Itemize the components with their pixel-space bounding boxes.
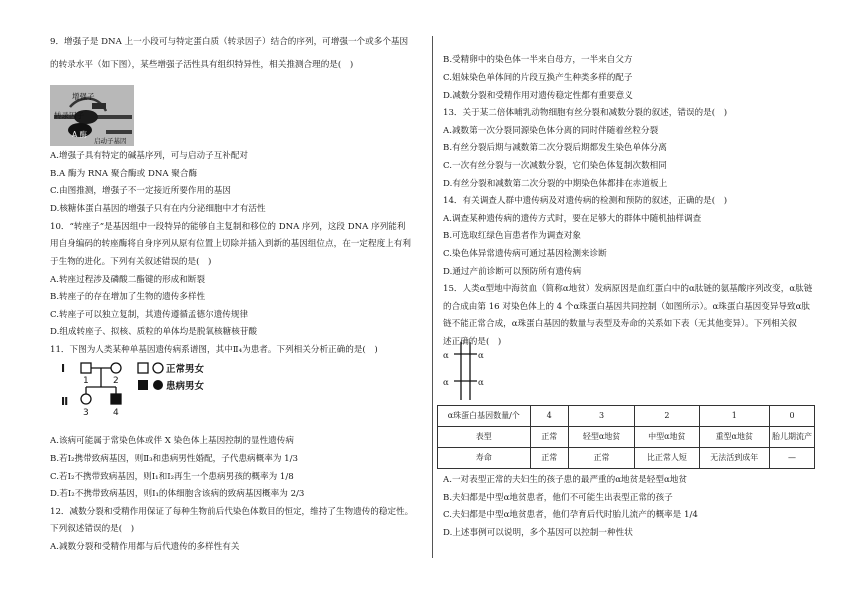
q9-stem-line-2: 的转录水平（如下图），某些增强子活性具有组织特异性，相关推测合理的是( ) bbox=[50, 60, 354, 70]
q10-option-c: C.转座子可以独立复制，其遗传遵循孟德尔遗传规律 bbox=[50, 310, 249, 320]
q10-option-d: D.组成转座子、拟核、质粒的单体均是脱氧核糖核苷酸 bbox=[50, 327, 257, 337]
q9-option-b: B.A 酶为 RNA 聚合酶或 DNA 聚合酶 bbox=[50, 169, 198, 179]
q10-option-b: B.转座子的存在增加了生物的遗传多样性 bbox=[50, 292, 206, 302]
table-cell: 中型α地贫 bbox=[635, 427, 699, 448]
q15-stem-line-4: 述正确的是( ) bbox=[443, 337, 502, 347]
q13-option-c: C.一次有丝分裂与一次减数分裂，它们染色体复制次数相同 bbox=[443, 161, 667, 171]
q9-option-d: D.核糖体蛋白基因的增强子只有在内分泌细胞中才有活性 bbox=[50, 204, 266, 214]
enzyme-label: A 酶 bbox=[72, 130, 88, 139]
table-cell: 轻型α地贫 bbox=[568, 427, 634, 448]
q11-stem: 11．下图为人类某种单基因遗传病系谱图，其中Ⅱ₄为患者。下列相关分析正确的是( ) bbox=[50, 345, 378, 355]
q11-option-c: C.若Ⅰ₂不携带致病基因，则Ⅰ₁和Ⅰ₂再生一个患病男孩的概率为 1/8 bbox=[50, 472, 294, 482]
q15-option-b: B.夫妇都是中型α地贫患者，他们不可能生出表型正常的孩子 bbox=[443, 493, 673, 503]
q15-stem-line-2: 的合成由第 16 对染色体上的 4 个α珠蛋白基因共同控制（如图所示）。α珠蛋白基因变异导致α肽 bbox=[443, 302, 811, 312]
promoter-label: 启动子基因 bbox=[94, 137, 127, 145]
table-cell: 2 bbox=[635, 406, 699, 427]
legend-normal-label: 正常男女 bbox=[166, 364, 205, 375]
table-cell: 比正常人短 bbox=[635, 448, 699, 469]
table-cell: 重型α地贫 bbox=[699, 427, 769, 448]
individual-4-number: 4 bbox=[113, 408, 119, 418]
q11-option-b: B.若Ⅰ₂携带致病基因，则Ⅱ₃和患病男性婚配，子代患病概率为 1/3 bbox=[50, 454, 298, 464]
individual-3-number: 3 bbox=[83, 408, 89, 418]
generation-1-label: Ⅰ bbox=[61, 362, 66, 375]
enhancer-label: 增强子 bbox=[72, 92, 95, 101]
q12-stem-line-1: 12．减数分裂和受精作用保证了每种生物前后代染色体数目的恒定，维持了生物遗传的稳定性。 bbox=[50, 507, 414, 517]
gene-alpha-2: α bbox=[443, 378, 449, 388]
table-row bbox=[438, 448, 815, 469]
table-cell: 寿命 bbox=[438, 448, 531, 469]
q14-option-a: A.调查某种遗传病的遗传方式时，要在足够大的群体中随机抽样调查 bbox=[443, 214, 702, 224]
table-cell: 1 bbox=[699, 406, 769, 427]
q12-option-d: D.减数分裂和受精作用对遗传稳定性都有重要意义 bbox=[443, 91, 633, 101]
q10-stem-line-2: 用自身编码的转座酶将自身序列从原有位置上切除并插入到新的基因组位点，在一定程度上有利 bbox=[50, 239, 411, 249]
table-cell: 正常 bbox=[530, 448, 568, 469]
q13-option-d: D.有丝分裂和减数第二次分裂的中期染色体都排在赤道板上 bbox=[443, 179, 668, 189]
q11-option-a: A.该病可能属于常染色体或伴 X 染色体上基因控制的显性遗传病 bbox=[50, 436, 294, 446]
pedigree-chart bbox=[50, 360, 230, 425]
table-cell: 3 bbox=[568, 406, 634, 427]
q9-stem-line-1: 9．增强子是 DNA 上一小段可与特定蛋白质（转录因子）结合的序列，可增强一个或多个基因 bbox=[50, 37, 409, 47]
q12-option-b: B.受精卵中的染色体一半来自母方，一半来自父方 bbox=[443, 55, 633, 65]
q13-stem: 13．关于某二倍体哺乳动物细胞有丝分裂和减数分裂的叙述，错误的是( ) bbox=[443, 108, 728, 118]
table-cell: 正常 bbox=[530, 427, 568, 448]
enhancer-figure bbox=[50, 85, 134, 146]
table-header-row bbox=[438, 406, 815, 427]
alpha-gene-figure bbox=[443, 340, 503, 402]
q13-option-b: B.有丝分裂后期与减数第二次分裂后期都发生染色单体分离 bbox=[443, 143, 667, 153]
q15-stem-line-3: 链不能正常合成，α珠蛋白基因的数量与表型及寿命的关系如下表（无其他变异）。下列相关叙 bbox=[443, 319, 797, 329]
q15-option-a: A.一对表型正常的夫妇生的孩子患的最严重的α地贫是轻型α地贫 bbox=[443, 475, 687, 485]
column-divider bbox=[432, 36, 433, 558]
alpha-gene-table bbox=[437, 405, 815, 469]
generation-2-label: Ⅱ bbox=[61, 395, 69, 408]
table-cell: 4 bbox=[530, 406, 568, 427]
table-cell: 正常 bbox=[568, 448, 634, 469]
gene-alpha-3: α bbox=[478, 351, 484, 361]
q13-option-a: A.减数第一次分裂同源染色体分离的同时伴随着丝粒分裂 bbox=[443, 126, 659, 136]
q9-option-a: A.增强子具有特定的碱基序列，可与启动子互补配对 bbox=[50, 151, 249, 161]
q12-option-c: C.姐妹染色单体间的片段互换产生种类多样的配子 bbox=[443, 73, 633, 83]
q15-option-d: D.上述事例可以说明，多个基因可以控制一种性状 bbox=[443, 528, 633, 538]
q9-option-c: C.由图推测，增强子不一定接近所要作用的基因 bbox=[50, 186, 231, 196]
q14-stem: 14．有关调查人群中遗传病及对遗传病的检测和预防的叙述，正确的是( ) bbox=[443, 196, 728, 206]
q14-option-c: C.染色体异常遗传病可通过基因检测来诊断 bbox=[443, 249, 607, 259]
tf-label: 转录因子 bbox=[54, 111, 84, 120]
q14-option-b: B.可选取红绿色盲患者作为调查对象 bbox=[443, 231, 581, 241]
q10-stem-line-3: 于生物的进化。下列有关叙述错误的是( ) bbox=[50, 257, 212, 267]
table-cell: 表型 bbox=[438, 427, 531, 448]
chromosome-pair bbox=[443, 340, 503, 402]
table-cell: α珠蛋白基因数量/个 bbox=[438, 406, 531, 427]
q15-stem-line-1: 15．人类α型地中海贫血（简称α地贫）发病原因是血红蛋白中的α肽链的氨基酸序列改变，α肽链 bbox=[443, 284, 813, 294]
legend-affected-label: 患病男女 bbox=[166, 381, 205, 392]
individual-2-number: 2 bbox=[113, 376, 119, 386]
table-cell: 无法活到成年 bbox=[699, 448, 769, 469]
table-row bbox=[438, 427, 815, 448]
table-cell: — bbox=[770, 448, 815, 469]
gene-alpha-1: α bbox=[443, 351, 449, 361]
q10-option-a: A.转座过程涉及磷酸二酯键的形成和断裂 bbox=[50, 275, 206, 285]
q14-option-d: D.通过产前诊断可以预防所有遗传病 bbox=[443, 267, 582, 277]
table-cell: 胎儿期流产 bbox=[770, 427, 815, 448]
individual-1-number: 1 bbox=[83, 376, 89, 386]
q15-option-c: C.夫妇都是中型α地贫患者，他们孕育后代时胎儿流产的概率是 1/4 bbox=[443, 510, 698, 520]
q11-option-d: D.若Ⅰ₂不携带致病基因，则Ⅰ₁的体细胞含该病的致病基因概率为 2/3 bbox=[50, 489, 305, 499]
q12-option-a: A.减数分裂和受精作用都与后代遗传的多样性有关 bbox=[50, 542, 240, 552]
table-cell: 0 bbox=[770, 406, 815, 427]
q12-stem-line-2: 下列叙述错误的是( ) bbox=[50, 524, 135, 534]
gene-alpha-4: α bbox=[478, 378, 484, 388]
q10-stem-line-1: 10．“转座子”是基因组中一段特异的能够自主复制和移位的 DNA 序列，这段 DNA 序列能利 bbox=[50, 222, 406, 232]
